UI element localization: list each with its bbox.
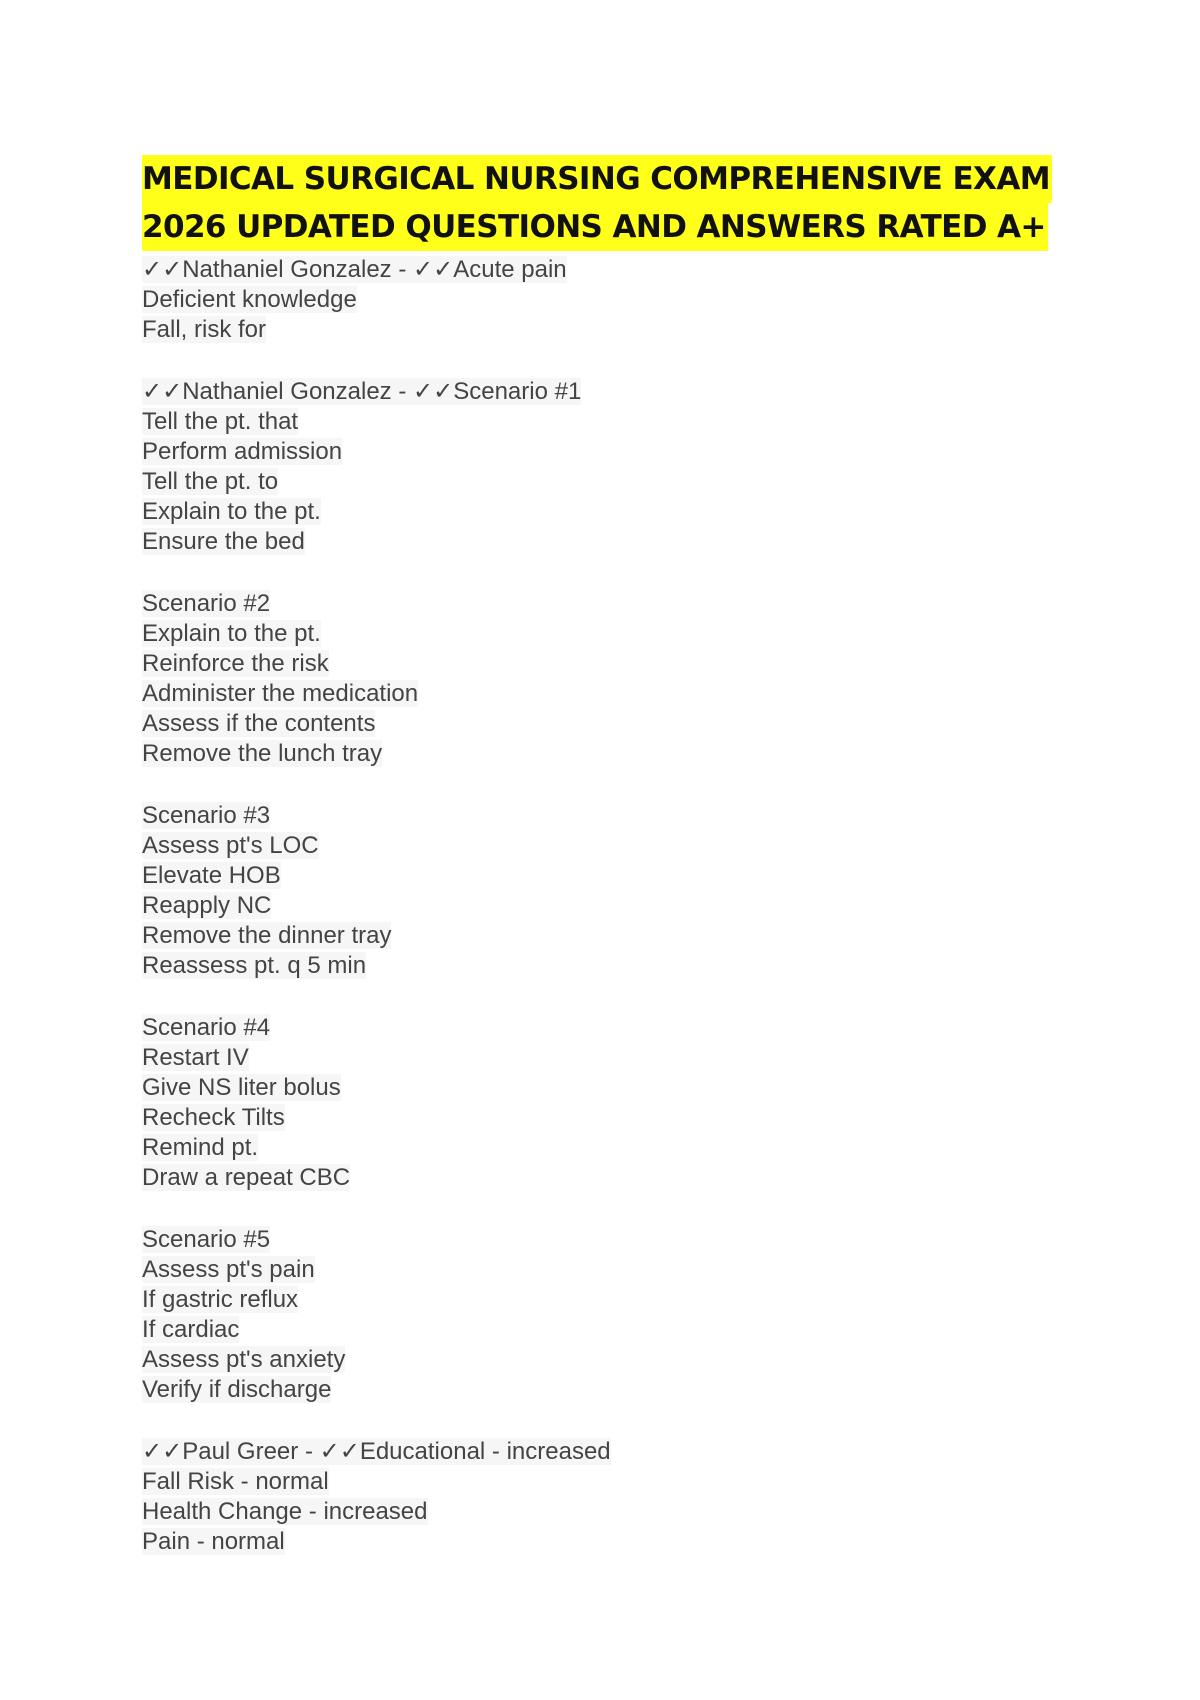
qa-block xyxy=(142,801,1042,981)
text-line: If cardiac xyxy=(142,1316,240,1343)
text-line: Draw a repeat CBC xyxy=(142,1164,351,1191)
text-line: Assess pt's anxiety xyxy=(142,1346,346,1373)
text-line: Reassess pt. q 5 min xyxy=(142,952,367,979)
text-line: Assess if the contents xyxy=(142,710,376,737)
text-line: Explain to the pt. xyxy=(142,498,321,525)
text-line: Pain - normal xyxy=(142,1528,285,1555)
text-line: Reapply NC xyxy=(142,892,272,919)
text-line: Scenario #4 xyxy=(142,1014,271,1041)
text-line: Administer the medication xyxy=(142,680,419,707)
text-line: ✓✓Paul Greer - ✓✓Educational - increased xyxy=(142,1438,611,1465)
title-line-2: 2026 UPDATED QUESTIONS AND ANSWERS RATED A+ xyxy=(142,203,1048,251)
text-line: Scenario #5 xyxy=(142,1226,271,1253)
document-page xyxy=(142,155,1050,1589)
document-title xyxy=(142,155,1050,251)
qa-block xyxy=(142,1013,1042,1193)
text-line: If gastric reflux xyxy=(142,1286,299,1313)
text-line: Tell the pt. that xyxy=(142,408,299,435)
text-line: Explain to the pt. xyxy=(142,620,321,647)
text-line: Reinforce the risk xyxy=(142,650,329,677)
qa-block xyxy=(142,255,1042,345)
text-line: Remind pt. xyxy=(142,1134,259,1161)
text-line: Fall Risk - normal xyxy=(142,1468,329,1495)
title-line-1: MEDICAL SURGICAL NURSING COMPREHENSIVE EXAM xyxy=(142,155,1052,203)
text-line: Assess pt's pain xyxy=(142,1256,315,1283)
text-line: Recheck Tilts xyxy=(142,1104,285,1131)
text-line: Remove the lunch tray xyxy=(142,740,383,767)
text-line: Assess pt's LOC xyxy=(142,832,319,859)
qa-block xyxy=(142,589,1042,769)
text-line: Perform admission xyxy=(142,438,343,465)
text-line: Remove the dinner tray xyxy=(142,922,392,949)
text-line: Scenario #2 xyxy=(142,590,271,617)
qa-block xyxy=(142,1437,1042,1557)
text-line: Tell the pt. to xyxy=(142,468,279,495)
text-line: ✓✓Nathaniel Gonzalez - ✓✓Acute pain xyxy=(142,256,567,283)
text-line: Fall, risk for xyxy=(142,316,267,343)
text-line: Scenario #3 xyxy=(142,802,271,829)
text-line: Give NS liter bolus xyxy=(142,1074,341,1101)
text-line: Restart IV xyxy=(142,1044,249,1071)
text-line: Deficient knowledge xyxy=(142,286,357,313)
text-line: Verify if discharge xyxy=(142,1376,332,1403)
qa-block xyxy=(142,1225,1042,1405)
text-line: Ensure the bed xyxy=(142,528,305,555)
text-line: ✓✓Nathaniel Gonzalez - ✓✓Scenario #1 xyxy=(142,378,582,405)
text-line: Elevate HOB xyxy=(142,862,281,889)
qa-block xyxy=(142,377,1042,557)
text-line: Health Change - increased xyxy=(142,1498,428,1525)
